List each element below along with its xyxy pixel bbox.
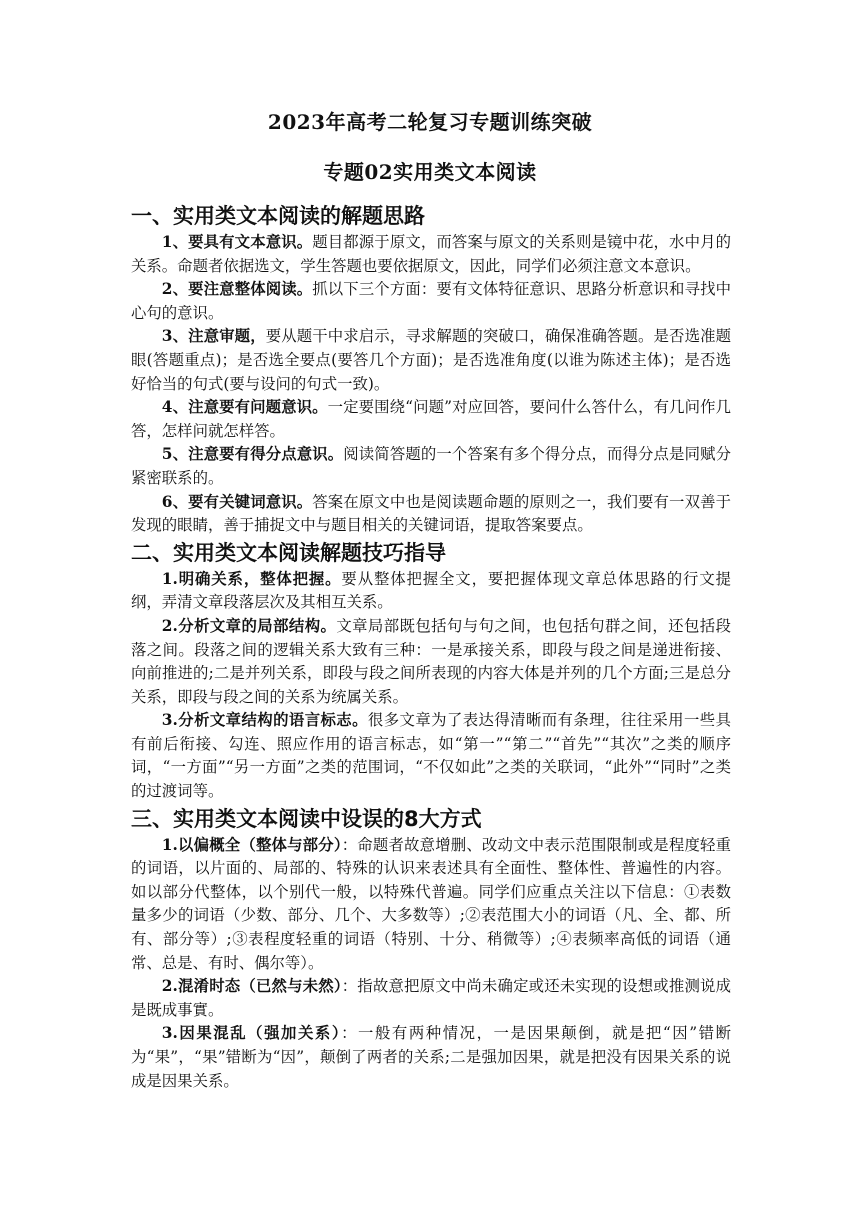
paragraph-text: 一定要围绕“问题”对应回答，要问什么答什么，有几问作几答，怎样问就怎样答。 <box>131 398 731 440</box>
paragraph-text: 很多文章为了表达得清晰而有条理，往往采用一些具有前后衔接、勾连、照应作用的语言标志，如“第一”“第二”“首先”“其次”之类的顺序词，“一方面”“另一方面”之类的范围词，“不仅如此”之类的关联词，“此外”“同时”之类的过渡词等。 <box>131 711 731 801</box>
paragraph-lead: 1.以偏概全（整体与部分） <box>161 835 342 854</box>
paragraph <box>131 278 731 325</box>
paragraph <box>131 975 731 1022</box>
paragraph <box>131 615 731 709</box>
paragraph-lead: 6、要有关键词意识。 <box>161 492 313 511</box>
paragraph-lead: 2.分析文章的局部结构。 <box>161 616 337 635</box>
paragraph <box>131 709 731 803</box>
paragraph <box>131 443 731 490</box>
paragraph <box>131 325 731 396</box>
paragraph-text: 答案在原文中也是阅读题命题的原则之一，我们要有一双善于发现的眼睛，善于捕捉文中与题目相关的关键词语，提取答案要点。 <box>131 492 731 535</box>
paragraph-text: ：命题者故意增删、改动文中表示范围限制或是程度轻重的词语，以片面的、局部的、特殊的认识来表述具有全面性、整体性、普遍性的内容。如以部分代整体，以个别代一般，以特殊代普遍。同学们应重点关注以下信息：①表数量多少的词语（少数、部分、几个、大多数等）;②表范围大小的词语（凡、全、都、所有、部分等）;③表程度轻重的词语（特别、十分、稍微等）;④表频率高低的词语（通常、总是、有时、偶尔等）。 <box>131 835 731 972</box>
document-title: 2023年高考二轮复习专题训练突破 <box>267 110 593 134</box>
paragraph-text: ：一般有两种情况，一是因果颠倒，就是把“因”错断为“果”，“果”错断为“因”，颠倒了两者的关系;二是强加因果，就是把没有因果关系的说成是因果关系。 <box>131 1024 731 1090</box>
section-heading: 三、实用类文本阅读中设误的8大方式 <box>131 806 482 831</box>
paragraph-lead: 5、注意要有得分点意识。 <box>161 445 344 464</box>
paragraph-text: 文章局部既包括句与句之间，也包括句群之间，还包括段落之间。段落之间的逻辑关系大致有三种：一是承接关系，即段与段之间是递进衔接、向前推进的;二是并列关系，即段与段之间所表现的内容大体是并列的几个方面;三是总分关系，即段与段之间的关系为统属关系。 <box>131 616 731 706</box>
paragraph <box>131 568 731 615</box>
paragraph-lead: 3、注意审题， <box>161 327 266 346</box>
paragraph-text: 要从题干中求启示，寻求解题的突破口，确保准确答题。是否选准题眼(答题重点)；是否选全要点(要答几个方面)；是否选准角度(以谁为陈述主体)；是否选好恰当的句式(要与设问的句式一致)。 <box>131 327 731 393</box>
section-solving-approach <box>131 201 731 538</box>
document-subtitle: 专题02实用类文本阅读 <box>323 160 537 184</box>
paragraph-text: ：指故意把原文中尚未确定或还未实现的设想或推测说成是既成事實。 <box>131 977 731 1019</box>
paragraph-lead: 1、要具有文本意识。 <box>161 233 313 251</box>
section-techniques <box>131 538 731 804</box>
paragraph-lead: 4、注意要有问题意识。 <box>161 398 328 417</box>
section-heading: 二、实用类文本阅读解题技巧指导 <box>131 540 446 565</box>
paragraph <box>131 1022 731 1093</box>
paragraph-lead: 2、要注意整体阅读。 <box>161 280 313 299</box>
paragraph-text: 阅读简答题的一个答案有多个得分点，而得分点是同赋分紧密联系的。 <box>131 445 731 487</box>
document-body <box>131 201 731 1093</box>
paragraph-lead: 3.分析文章结构的语言标志。 <box>161 711 368 730</box>
paragraph-text: 抓以下三个方面：要有文体特征意识、思路分析意识和寻找中心句的意识。 <box>131 280 731 322</box>
paragraph-text: 题目都源于原文，而答案与原文的关系则是镜中花，水中月的关系。命题者依据选文，学生答题也要依据原文，因此，同学们必须注意文本意识。 <box>131 233 731 275</box>
paragraph <box>131 834 731 976</box>
paragraph-lead: 3.因果混乱（强加关系） <box>161 1024 342 1043</box>
paragraph <box>131 231 731 278</box>
paragraph <box>131 396 731 443</box>
paragraph-text: 要从整体把握全文，要把握体现文章总体思路的行文提纲，弄清文章段落层次及其相互关系。 <box>131 569 731 612</box>
paragraph-lead: 1.明确关系，整体把握。 <box>161 569 342 588</box>
section-error-types <box>131 804 731 1094</box>
section-heading: 一、实用类文本阅读的解题思路 <box>131 204 425 228</box>
paragraph <box>131 491 731 538</box>
paragraph-lead: 2.混淆时态（已然与未然） <box>161 977 342 996</box>
